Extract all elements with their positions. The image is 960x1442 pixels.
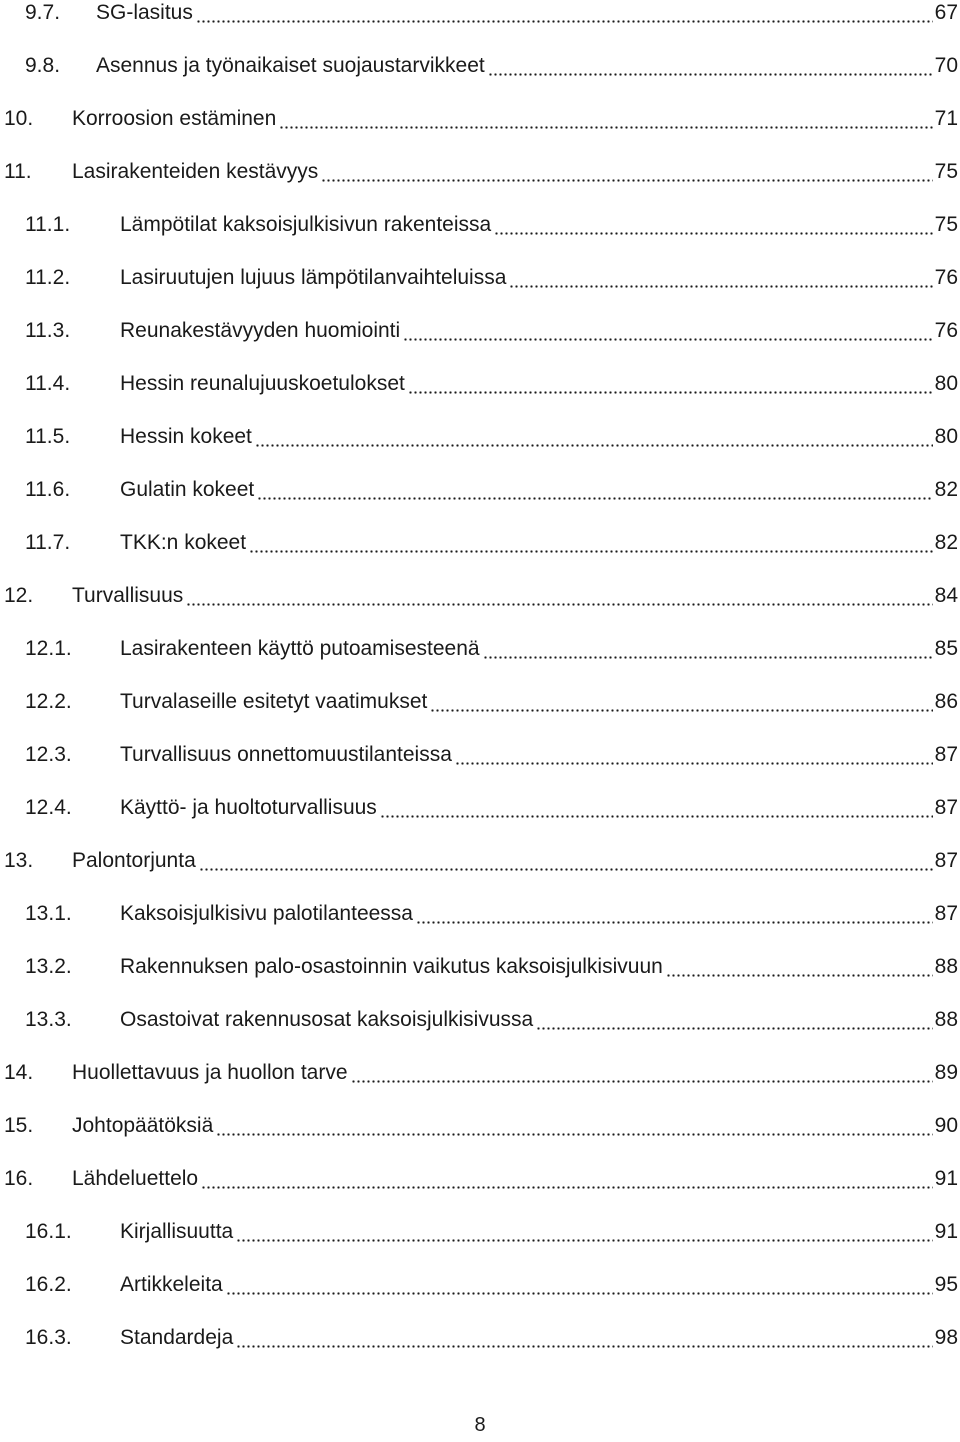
dot-leader [236,1205,932,1258]
dot-leader [403,304,932,357]
toc-entry[interactable] [0,516,960,569]
toc-entry-page: 87 [934,796,958,819]
toc-entry[interactable] [0,834,960,887]
toc-entry-page: 80 [934,425,958,448]
toc-entry-body [120,887,958,940]
toc-entry-number: 11.2. [25,266,71,289]
toc-entry-page: 82 [934,478,958,501]
toc-entry-title: SG-lasitus [96,1,193,24]
dot-leader [196,0,933,39]
toc-entry[interactable] [0,1099,960,1152]
toc-entry-number: 16. [4,1167,34,1190]
dot-leader [666,940,933,993]
toc-entry-body [72,92,958,145]
toc-entry-body [72,569,958,622]
dot-leader [380,781,933,834]
dot-leader [430,675,932,728]
toc-entry-number: 11.3. [25,319,71,342]
toc-entry-title: Asennus ja työnaikaiset suojaustarvikkeet [96,54,485,77]
toc-entry-body [120,1258,958,1311]
toc-entry-page: 89 [934,1061,958,1084]
toc-entry-page: 71 [934,107,958,130]
toc-entry[interactable] [0,569,960,622]
toc-entry-number: 12.1. [25,637,72,660]
toc-entry-number: 13.3. [25,1008,72,1031]
toc-entry[interactable] [0,728,960,781]
toc-entry-body [72,1152,958,1205]
toc-entry-title: Turvallisuus [72,584,184,607]
toc-entry[interactable] [0,1258,960,1311]
toc-entry-title: Käyttö- ja huoltoturvallisuus [120,796,377,819]
toc-entry-number: 12. [4,584,34,607]
toc-entry-page: 76 [934,266,958,289]
toc-entry-title: Rakennuksen palo-osastoinnin vaikutus kaksoisjulkisivuun [120,955,663,978]
toc-entry-title: Kirjallisuutta [120,1220,234,1243]
toc-entry-number: 16.2. [25,1273,72,1296]
toc-entry[interactable] [0,1046,960,1099]
toc-entry[interactable] [0,675,960,728]
dot-leader [255,410,933,463]
toc-entry[interactable] [0,92,960,145]
toc-entry[interactable] [0,1152,960,1205]
toc-entry-body [72,1099,958,1152]
toc-entry-page: 86 [934,690,958,713]
toc-entry-page: 87 [934,743,958,766]
toc-entry[interactable] [0,39,960,92]
toc-entry[interactable] [0,993,960,1046]
toc-entry-title: Huollettavuus ja huollon tarve [72,1061,348,1084]
toc-entry-page: 84 [934,584,958,607]
page-number: 8 [474,1414,486,1436]
toc-entry-page: 76 [934,319,958,342]
toc-entry-number: 13.1. [25,902,72,925]
toc-entry-body [120,993,958,1046]
toc-entry-page: 70 [934,54,958,77]
dot-leader [483,622,933,675]
toc-entry-body [120,622,958,675]
toc-entry[interactable] [0,1311,960,1364]
toc-entry-title: Gulatin kokeet [120,478,255,501]
dot-leader [226,1258,933,1311]
toc-entry-number: 9.8. [25,54,61,77]
toc-entry-page: 95 [934,1273,958,1296]
toc-entry-title: Lasirakenteiden kestävyys [72,160,319,183]
dot-leader [257,463,932,516]
toc-entry-body [120,463,958,516]
toc-entry-page: 87 [934,902,958,925]
toc-entry-title: Korroosion estäminen [72,107,277,130]
toc-entry-body [72,1046,958,1099]
dot-leader [186,569,932,622]
toc-entry[interactable] [0,357,960,410]
dot-leader [199,834,933,887]
toc-entry-page: 75 [934,213,958,236]
toc-entry-page: 80 [934,372,958,395]
dot-leader [321,145,932,198]
toc-entry-number: 10. [4,107,34,130]
toc-entry-page: 91 [934,1220,958,1243]
toc-entry[interactable] [0,304,960,357]
toc-entry-title: Hessin reunalujuuskoetulokset [120,372,405,395]
toc-entry-page: 75 [934,160,958,183]
toc-entry-page: 88 [934,1008,958,1031]
toc-entry-body [120,516,958,569]
toc-entry-page: 98 [934,1326,958,1349]
toc-entry[interactable] [0,940,960,993]
toc-entry-body [120,410,958,463]
toc-entry-title: Standardeja [120,1326,234,1349]
toc-entry-number: 15. [4,1114,34,1137]
toc-entry[interactable] [0,887,960,940]
toc-entry-number: 12.2. [25,690,72,713]
toc-entry-number: 11. [4,160,32,183]
toc-entry-number: 13. [4,849,34,872]
dot-leader [236,1311,932,1364]
toc-entry[interactable] [0,622,960,675]
toc-entry-page: 91 [934,1167,958,1190]
toc-entry-title: Lasirakenteen käyttö putoamisesteenä [120,637,480,660]
toc-entry-body [120,304,958,357]
toc-entry-body [96,0,958,39]
dot-leader [201,1152,933,1205]
dot-leader [536,993,932,1046]
toc-entry-page: 67 [934,1,958,24]
toc-entry-number: 12.4. [25,796,72,819]
toc-entry-title: Lähdeluettelo [72,1167,199,1190]
toc-entry-title: Turvallisuus onnettomuustilanteissa [120,743,452,766]
toc-entry-title: Palontorjunta [72,849,196,872]
toc-entry-body [72,145,958,198]
toc-entry-body [120,728,958,781]
dot-leader [455,728,933,781]
dot-leader [494,198,932,251]
dot-leader [408,357,933,410]
toc-entry-body [120,198,958,251]
toc-entry-title: Artikkeleita [120,1273,223,1296]
toc-entry-title: Johtopäätöksiä [72,1114,214,1137]
toc-entry-title: Reunakestävyyden huomiointi [120,319,401,342]
toc-entry-number: 11.5. [25,425,71,448]
toc-entry[interactable] [0,463,960,516]
toc-entry-number: 9.7. [25,1,61,24]
toc-entry-title: Hessin kokeet [120,425,252,448]
dot-leader [416,887,933,940]
toc-entry-number: 11.1. [25,213,71,236]
toc-entry-title: Turvalaseille esitetyt vaatimukset [120,690,428,713]
toc-entry-body [120,251,958,304]
toc-entry[interactable] [0,251,960,304]
toc-entry-body [120,357,958,410]
toc-entry-page: 85 [934,637,958,660]
toc-entry-body [120,781,958,834]
toc-entry-number: 16.3. [25,1326,72,1349]
toc-entry-title: Lasiruutujen lujuus lämpötilanvaihteluissa [120,266,507,289]
toc-entry[interactable] [0,781,960,834]
toc-entry-number: 11.6. [25,478,71,501]
toc-entry[interactable] [0,1205,960,1258]
toc-entry-body [72,834,958,887]
toc-entry[interactable] [0,410,960,463]
dot-leader [249,516,933,569]
toc-entry[interactable] [0,198,960,251]
toc-entry-page: 88 [934,955,958,978]
toc-entry-page: 90 [934,1114,958,1137]
toc-entry-body [120,940,958,993]
toc-entry-number: 13.2. [25,955,72,978]
toc-entry-body [120,1205,958,1258]
toc-entry-body [96,39,958,92]
toc-entry-body [120,1311,958,1364]
toc-entry-title: TKK:n kokeet [120,531,247,554]
toc-entry-body [120,675,958,728]
toc-entry-title: Lämpötilat kaksoisjulkisivun rakenteissa [120,213,492,236]
dot-leader [279,92,932,145]
toc-entry-number: 14. [4,1061,34,1084]
toc-entry-number: 11.7. [25,531,71,554]
toc-entry-number: 12.3. [25,743,72,766]
dot-leader [216,1099,932,1152]
toc-entry-title: Osastoivat rakennusosat kaksoisjulkisivussa [120,1008,534,1031]
dot-leader [488,39,933,92]
toc-entry[interactable] [0,0,960,39]
dot-leader [509,251,932,304]
toc-entry-title: Kaksoisjulkisivu palotilanteessa [120,902,413,925]
dot-leader [351,1046,933,1099]
toc-entry-number: 11.4. [25,372,71,395]
toc-entry[interactable] [0,145,960,198]
toc-entry-page: 82 [934,531,958,554]
toc-entry-page: 87 [934,849,958,872]
toc-entry-number: 16.1. [25,1220,72,1243]
